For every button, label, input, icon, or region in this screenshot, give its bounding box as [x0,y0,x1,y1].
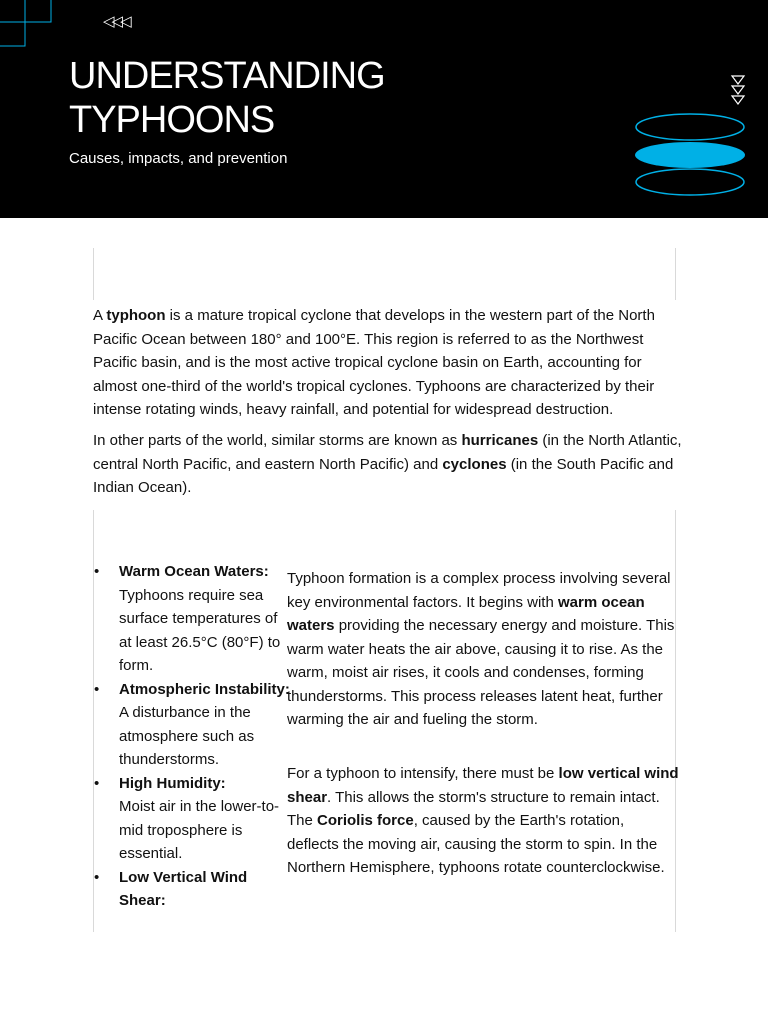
factor-desc: Moist air in the lower-to-mid troposphere is essential. [119,798,280,862]
intro-paragraph-1: A typhoon is a mature tropical cyclone that develops in the western part of the North Pacific Ocean between 180° and 100°E. This region is referred to as the Northwest Pacific basin, and is the most active tropical cyclone basin on Earth, accounting for almost one-third of the world's tropical cyclones. Typhoons are characterized by their intense rotating winds, heavy rainfall, and potential for widespread destruction. [93,307,655,418]
term-hurricanes: hurricanes [461,432,539,449]
header-banner [0,0,768,218]
title-line-1: UNDERSTANDING [69,55,385,97]
factor-desc: A disturbance in the atmosphere such as thunderstorms. [119,704,255,768]
term-warm-ocean-waters: warm ocean waters [287,593,645,634]
formation-factors-list [93,560,293,913]
page-title [69,54,385,142]
intro-paragraph-2: In other parts of the world, similar storms are known as hurricanes (in the North Atlantic, central North Pacific, and eastern North Pacific) and cyclones (in the South Pacific and Indian Ocean). [93,432,682,496]
down-arrows-icon [730,74,746,108]
factor-desc: Typhoons require sea surface temperatures of at least 26.5°C (80°F) to form. [119,586,281,674]
frame-line-right-top [675,248,676,300]
term-coriolis-force: Coriolis force [317,812,414,829]
factor-name: Low Vertical Wind Shear: [119,868,248,909]
bullet-icon: • [94,774,100,792]
corner-grid-decoration [0,0,52,48]
list-item [93,772,293,866]
factor-name: Warm Ocean Waters: [119,563,269,580]
page-subtitle: Causes, impacts, and prevention [69,150,288,167]
term-cyclones: cyclones [442,455,507,473]
term-typhoon: typhoon [106,307,166,324]
title-line-2: TYPHOONS [69,99,275,141]
factor-name: High Humidity: [119,774,226,792]
formation-paragraph-2: For a typhoon to intensify, there must be low vertical wind shear. This allows the storm's structure to remain intact. The Coriolis force, caused by the Earth's rotation, deflects the moving air, causing the storm to spin. In the Northern Hemisphere, typhoons rotate counterclockwise. [287,765,679,876]
factor-name: Atmospheric Instability: [119,680,290,698]
frame-line-left-top [93,248,94,300]
bullet-icon: • [94,563,100,580]
formation-paragraph-1: Typhoon formation is a complex process involving several key environmental factors. It begins with warm ocean waters providing the necessary energy and moisture. This warm water heats the air above, causing it to rise. As the warm, moist air rises, it cools and condenses, forming thunderstorms. This process releases latent heat, further warming the air and fueling the storm. [287,570,675,728]
term-low-vertical-wind-shear: low vertical wind shear [287,765,679,806]
list-item [93,678,293,772]
list-item [93,560,293,678]
list-item [93,866,293,913]
bullet-icon: • [94,680,100,698]
bullet-icon: • [94,868,100,886]
back-arrows-icon[interactable]: ◁◁◁ [103,13,129,30]
ellipses-decoration [630,110,750,200]
